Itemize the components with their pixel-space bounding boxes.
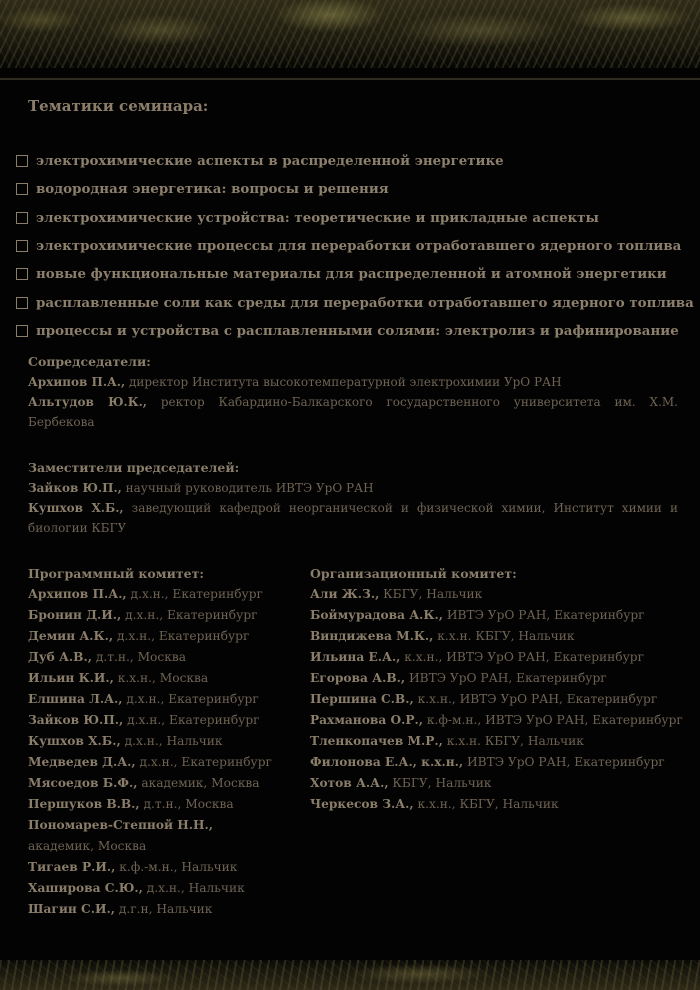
committee-member: Хотов А.А., КБГУ, Нальчик [310,776,492,790]
top-banner-image [0,0,700,68]
committee-member: Егорова А.В., ИВТЭ УрО РАН, Екатеринбург [310,671,607,685]
cochairs-title: Сопредседатели: [28,354,151,369]
divider-line [0,78,700,80]
list-item: расплавленные соли как среды для переработки отработавшего ядерного топлива [16,288,696,316]
list-item: электрохимические устройства: теоретические и прикладные аспекты [16,204,696,232]
committee-member: Бронин Д.И., д.х.н., Екатеринбург [28,608,258,622]
committee-member: Пономарев-Степной Н.Н., [28,818,213,832]
deputy-entry: Зайков Ю.П., научный руководитель ИВТЭ УрО РАН [28,481,374,495]
checkbox-bullet-icon [16,268,28,280]
committee-member: Тленкопачев М.Р., к.х.н. КБГУ, Нальчик [310,734,584,748]
committee-member: Рахманова О.Р., к.ф-м.н., ИВТЭ УрО РАН, Екатеринбург [310,713,683,727]
committee-member: Хаширова С.Ю., д.х.н., Нальчик [28,881,245,895]
committee-member: Ильина Е.А., к.х.н., ИВТЭ УрО РАН, Екатеринбург [310,650,644,664]
checkbox-bullet-icon [16,240,28,252]
list-item: электрохимические процессы для переработки отработавшего ядерного топлива [16,232,696,260]
committee-member: Тигаев Р.И., к.ф.-м.н., Нальчик [28,860,238,874]
committee-member: Елшина Л.А., д.х.н., Екатеринбург [28,692,259,706]
cochair-entry-continuation: Бербекова [28,415,95,429]
list-item: электрохимические аспекты в распределенной энергетике [16,147,696,175]
organizing-committee [310,564,695,815]
committee-member: Черкесов З.А., к.х.н., КБГУ, Нальчик [310,797,559,811]
committee-member: Виндижева М.К., к.х.н. КБГУ, Нальчик [310,629,575,643]
committee-member: Шагин С.И., д.г.н, Нальчик [28,902,213,916]
checkbox-bullet-icon [16,325,28,337]
checkbox-bullet-icon [16,212,28,224]
program-committee-title: Программный комитет: [28,566,204,581]
committee-member: Архипов П.А., д.х.н., Екатеринбург [28,587,263,601]
committee-member: Мясоедов Б.Ф., академик, Москва [28,776,260,790]
committee-member: Али Ж.З., КБГУ, Нальчик [310,587,483,601]
list-item: процессы и устройства с расплавленными солями: электролиз и рафинирование [16,317,696,345]
bottom-banner-image [0,960,700,990]
deputy-entry-continuation: биологии КБГУ [28,521,127,535]
topics-list [16,147,696,345]
deputies-section [28,458,678,538]
committee-member-continuation: академик, Москва [28,839,147,853]
topics-title: Тематики семинара: [28,97,209,115]
cochair-entry: Альтудов Ю.К., ректор Кабардино-Балкарского государственного университета им. Х.М. [28,395,678,409]
committee-member: Медведев Д.А., д.х.н., Екатеринбург [28,755,272,769]
committee-member: Ильин К.И., к.х.н., Москва [28,671,209,685]
committee-member: Боймурадова А.К., ИВТЭ УрО РАН, Екатеринбург [310,608,645,622]
program-committee [28,564,303,920]
committee-member: Демин А.К., д.х.н., Екатеринбург [28,629,250,643]
deputy-entry: Кушхов Х.Б., заведующий кафедрой неорганической и физической химии, Институт химии и [28,501,679,515]
cochairs-section [28,352,678,432]
committee-member: Кушхов Х.Б., д.х.н., Нальчик [28,734,223,748]
committee-member: Першуков В.В., д.т.н., Москва [28,797,234,811]
committee-member: Зайков Ю.П., д.х.н., Екатеринбург [28,713,260,727]
committee-member: Филонова Е.А., к.х.н., ИВТЭ УрО РАН, Екатеринбург [310,755,665,769]
list-item: водородная энергетика: вопросы и решения [16,175,696,203]
checkbox-bullet-icon [16,297,28,309]
cochair-entry: Архипов П.А., директор Института высокотемпературной электрохимии УрО РАН [28,375,562,389]
list-item: новые функциональные материалы для распределенной и атомной энергетики [16,260,696,288]
deputies-title: Заместители председателей: [28,460,240,475]
checkbox-bullet-icon [16,155,28,167]
committee-member: Першина С.В., к.х.н., ИВТЭ УрО РАН, Екатеринбург [310,692,658,706]
checkbox-bullet-icon [16,183,28,195]
committee-member: Дуб А.В., д.т.н., Москва [28,650,186,664]
organizing-committee-title: Организационный комитет: [310,566,517,581]
